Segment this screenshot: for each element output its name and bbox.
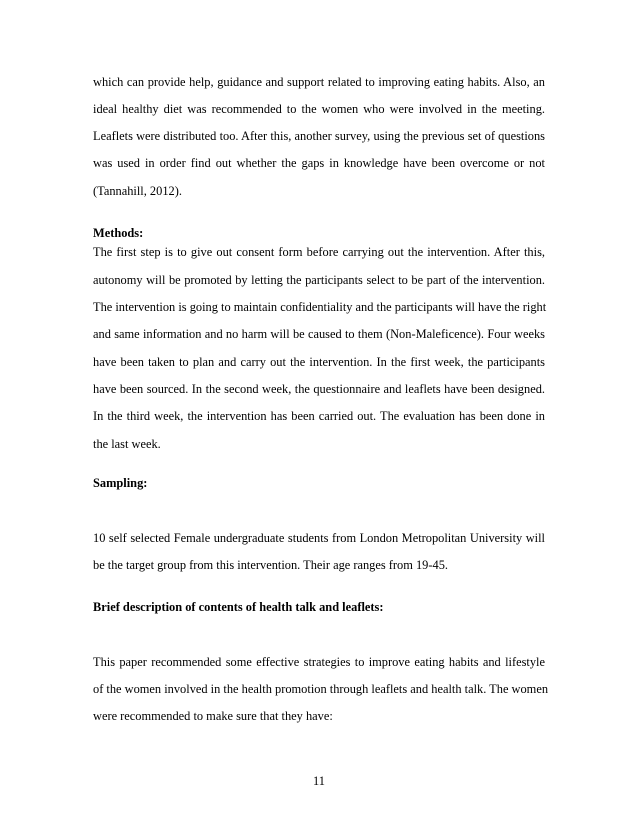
methods-line-6: have been sourced. In the second week, the questionnaire and leaflets have been designed. <box>93 382 545 396</box>
methods-line-4: and same information and no harm will be caused to them (Non-Maleficence). Four weeks <box>93 327 545 341</box>
brief-line-1: This paper recommended some effective strategies to improve eating habits and lifestyle <box>93 655 545 669</box>
methods-line-3: The intervention is going to maintain confidentiality and the participants will have the right <box>93 300 547 314</box>
sampling-line-2: be the target group from this intervention. Their age ranges from 19-45. <box>93 558 448 572</box>
methods-heading: Methods: <box>93 226 144 240</box>
brief-line-2: of the women involved in the health promotion through leaflets and health talk. The women <box>93 682 549 696</box>
sampling-heading: Sampling: <box>93 476 148 490</box>
page-number: 11 <box>313 774 325 788</box>
intro-line-1: which can provide help, guidance and support related to improving eating habits. Also, an <box>93 75 545 89</box>
methods-line-2: autonomy will be promoted by letting the participants select to be part of the intervention. <box>93 273 545 287</box>
methods-line-7: In the third week, the intervention has been carried out. The evaluation has been done in <box>93 409 545 423</box>
methods-line-1: The first step is to give out consent form before carrying out the intervention. After this, <box>93 245 545 259</box>
brief-line-3: were recommended to make sure that they have: <box>93 709 333 723</box>
sampling-line-1: 10 self selected Female undergraduate students from London Metropolitan University will <box>93 531 545 545</box>
methods-line-5: have been taken to plan and carry out the intervention. In the first week, the participants <box>93 355 545 369</box>
brief-heading: Brief description of contents of health talk and leaflets: <box>93 600 384 614</box>
intro-line-2: ideal healthy diet was recommended to the women who were involved in the meeting. <box>93 102 545 116</box>
intro-line-5: (Tannahill, 2012). <box>93 184 182 198</box>
intro-line-4: was used in order find out whether the gaps in knowledge have been overcome or not <box>93 156 545 170</box>
intro-line-3: Leaflets were distributed too. After this, another survey, using the previous set of questions <box>93 129 545 143</box>
methods-line-8: the last week. <box>93 437 161 451</box>
